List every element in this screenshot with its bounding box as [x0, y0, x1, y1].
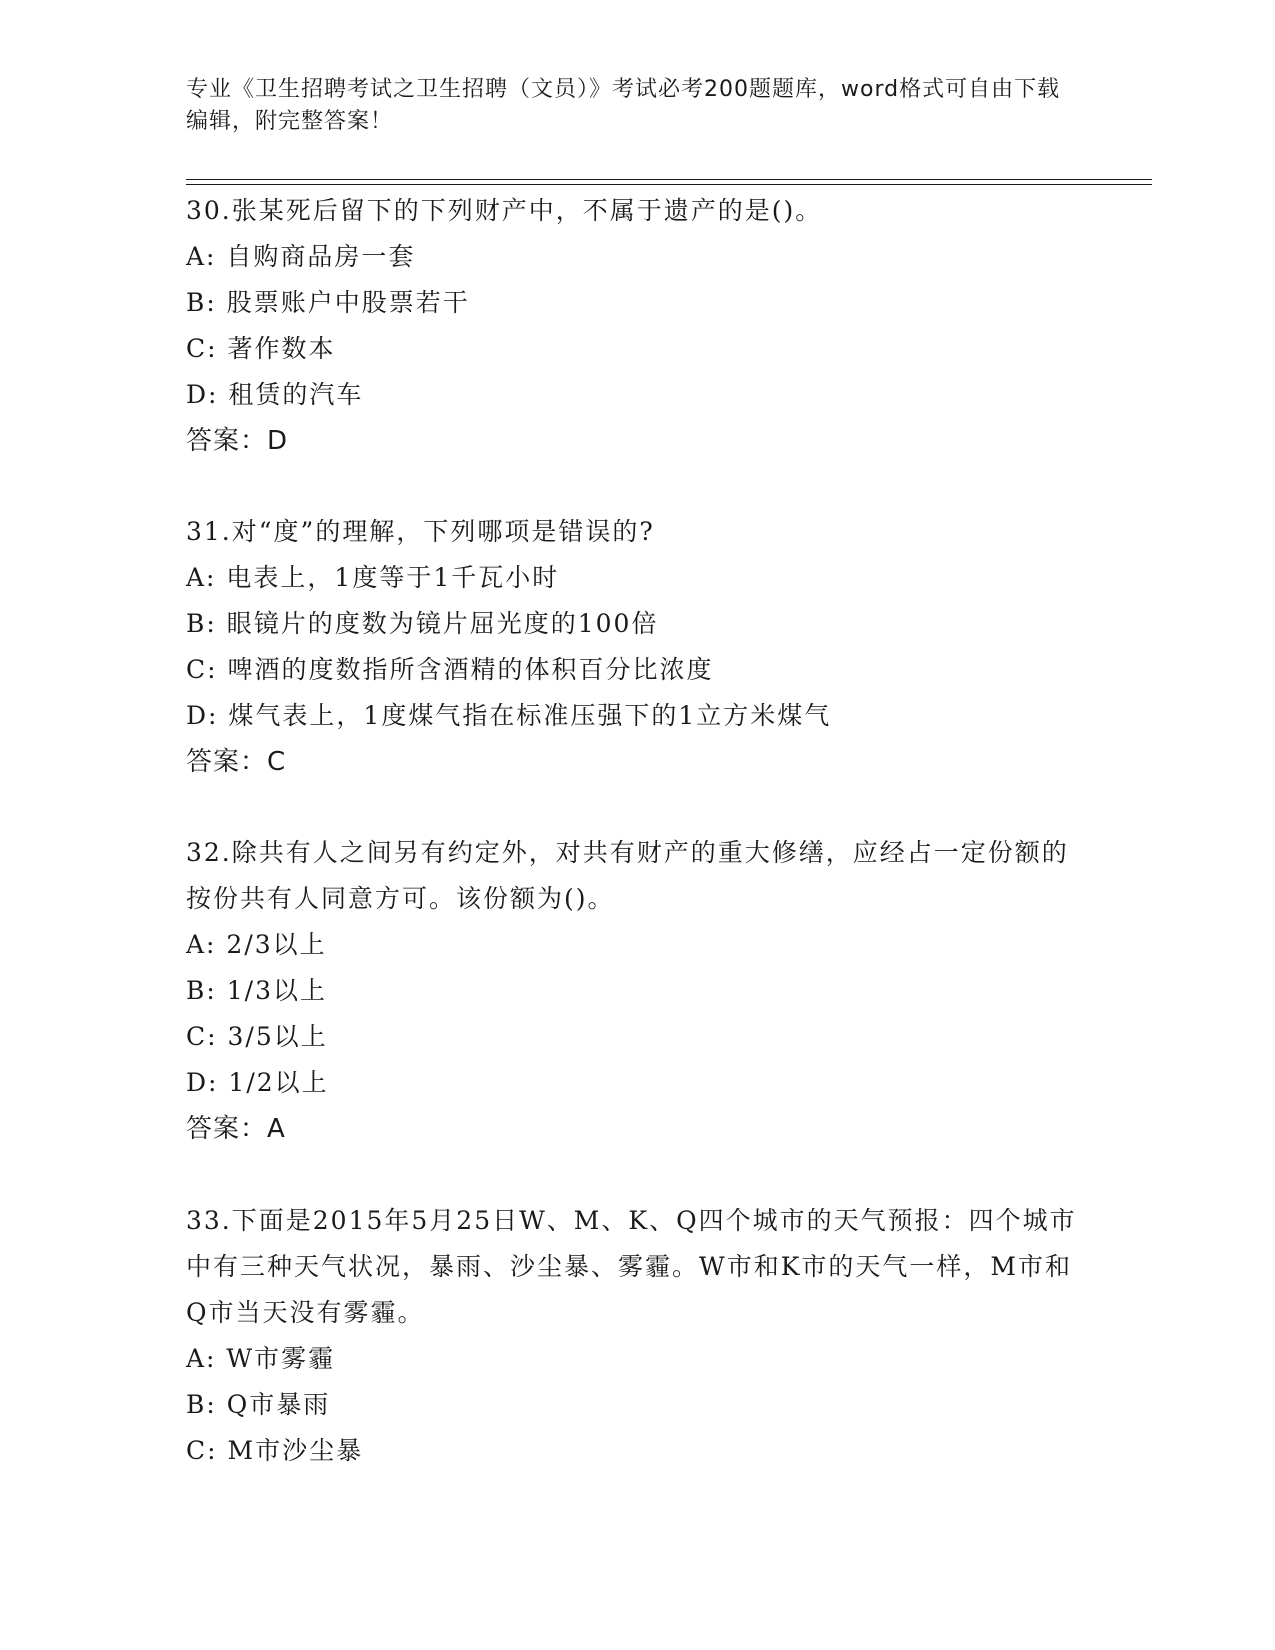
option-b: B: 股票账户中股票若干 — [186, 288, 470, 317]
option-b: B: Q市暴雨 — [186, 1390, 331, 1419]
question-stem: 32.除共有人之间另有约定外，对共有财产的重大修缮，应经占一定份额的按份共有人同意方可。该份额为()。 — [186, 838, 1069, 913]
question-33 — [186, 1198, 1086, 1474]
question-stem: 31.对“度”的理解，下列哪项是错误的? — [186, 517, 655, 546]
question-30 — [186, 188, 1086, 464]
option-a: A: 2/3以上 — [186, 930, 327, 959]
option-a: A: 自购商品房一套 — [186, 242, 416, 271]
question-31 — [186, 509, 1086, 785]
answer: 答案：A — [186, 1114, 286, 1144]
option-d: D: 1/2以上 — [186, 1068, 329, 1097]
option-b: B: 眼镜片的度数为镜片屈光度的100倍 — [186, 609, 659, 638]
option-d: D: 煤气表上，1度煤气指在标准压强下的1立方米煤气 — [186, 701, 832, 730]
question-32 — [186, 830, 1086, 1152]
option-d: D: 租赁的汽车 — [186, 380, 364, 409]
option-c: C: M市沙尘暴 — [186, 1436, 364, 1465]
header-divider-top — [186, 179, 1152, 180]
option-c: C: 著作数本 — [186, 334, 336, 363]
header-divider-bottom — [186, 184, 1152, 185]
option-c: C: 啤酒的度数指所含酒精的体积百分比浓度 — [186, 655, 714, 684]
option-c: C: 3/5以上 — [186, 1022, 328, 1051]
option-a: A: W市雾霾 — [186, 1344, 336, 1373]
document-header: 专业《卫生招聘考试之卫生招聘（文员）》考试必考200题题库，word格式可自由下载编辑，附完整答案！ — [186, 77, 1061, 134]
answer: 答案：C — [186, 747, 287, 777]
question-stem: 30.张某死后留下的下列财产中，不属于遗产的是()。 — [186, 196, 823, 225]
option-a: A: 电表上，1度等于1千瓦小时 — [186, 563, 560, 592]
answer: 答案：D — [186, 426, 289, 456]
question-stem: 33.下面是2015年5月25日W、M、K、Q四个城市的天气预报：四个城市中有三种天气状况，暴雨、沙尘暴、雾霾。W市和K市的天气一样，M市和Q市当天没有雾霾。 — [186, 1206, 1077, 1327]
option-b: B: 1/3以上 — [186, 976, 327, 1005]
